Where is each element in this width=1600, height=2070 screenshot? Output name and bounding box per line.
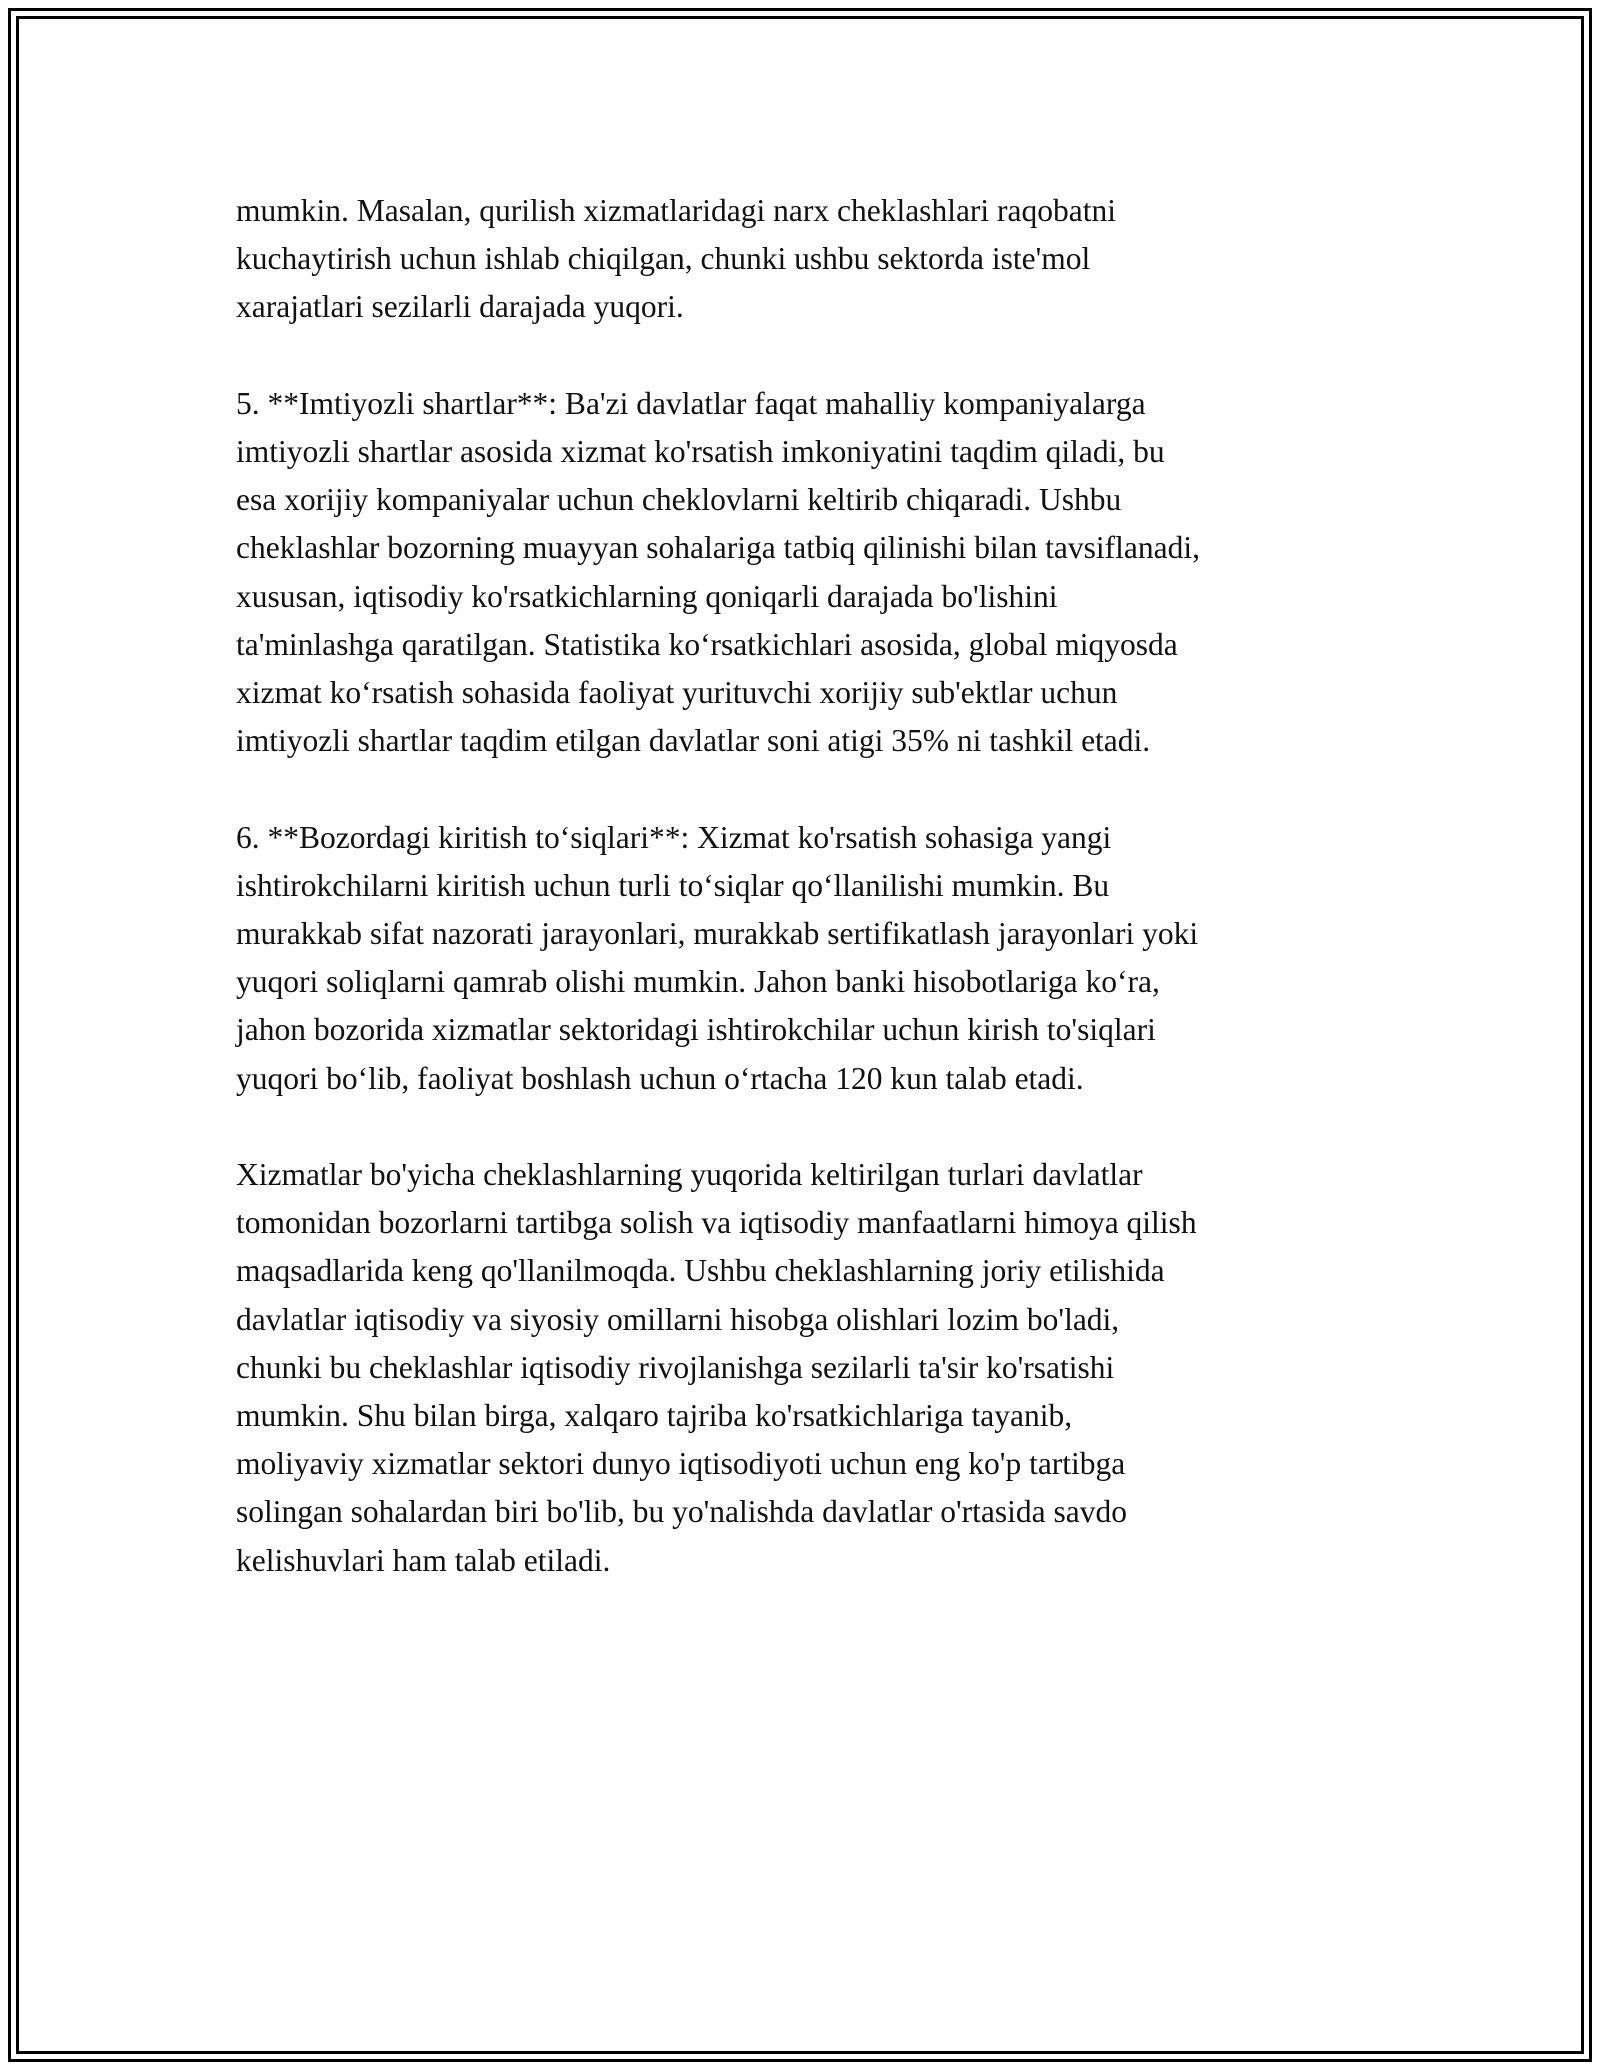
text-line: mumkin. Masalan, qurilish xizmatlaridagi narx cheklashlari raqobatni xyxy=(236,193,1117,228)
text-line: esa xorijiy kompaniyalar uchun cheklovlarni keltirib chiqaradi. Ushbu xyxy=(236,482,1122,518)
text-line: imtiyozli shartlar taqdim etilgan davlatlar soni atigi 35% ni tashkil etadi. xyxy=(236,723,1151,759)
text-line: solingan sohalardan biri bo'lib, bu yo'nalishda davlatlar o'rtasida savdo xyxy=(236,1494,1127,1530)
text-line: cheklashlar bozorning muayyan sohalariga tatbiq qilinishi bilan tavsiflanadi, xyxy=(236,530,1200,566)
text-line: ishtirokchilarni kiritish uchun turli to‘siqlar qo‘llanilishi mumkin. Bu xyxy=(236,867,1110,903)
paragraph-conclusion xyxy=(236,1151,1366,1585)
text-line: ta'minlashga qaratilgan. Statistika ko‘rsatkichlari asosida, global miqyosda xyxy=(236,626,1178,662)
text-line: jahon bozorida xizmatlar sektoridagi ishtirokchilar uchun kirish to'siqlari xyxy=(236,1012,1156,1048)
text-line: 5. **Imtiyozli shartlar**: Ba'zi davlatlar faqat mahalliy kompaniyalarga xyxy=(236,385,1146,421)
text-line: kelishuvlari ham talab etiladi. xyxy=(236,1542,611,1578)
text-line: moliyaviy xizmatlar sektori dunyo iqtisodiyoti uchun eng ko'p tartibga xyxy=(236,1446,1126,1482)
text-line: tomonidan bozorlarni tartibga solish va iqtisodiy manfaatlarni himoya qilish xyxy=(236,1205,1197,1241)
text-line: murakkab sifat nazorati jarayonlari, murakkab sertifikatlash jarayonlari yoki xyxy=(236,916,1199,952)
paragraph-price-restrictions xyxy=(236,187,1366,332)
text-line: chunki bu cheklashlar iqtisodiy rivojlanishga sezilarli ta'sir ko'rsatishi xyxy=(236,1349,1115,1385)
text-line: maqsadlarida keng qo'llanilmoqda. Ushbu cheklashlarning joriy etilishida xyxy=(236,1253,1165,1289)
text-line: yuqori bo‘lib, faoliyat boshlash uchun o‘rtacha 120 kun talab etadi. xyxy=(236,1060,1084,1096)
text-line: xizmat ko‘rsatish sohasida faoliyat yurituvchi xorijiy sub'ektlar uchun xyxy=(236,675,1118,711)
text-line: Xizmatlar bo'yicha cheklashlarning yuqorida keltirilgan turlari davlatlar xyxy=(236,1157,1143,1193)
text-line: kuchaytirish uchun ishlab chiqilgan, chunki ushbu sektorda iste'mol xyxy=(236,241,1091,277)
paragraph-market-entry-barriers xyxy=(236,814,1366,1103)
text-line: xarajatlari sezilarli darajada yuqori. xyxy=(236,289,684,325)
text-line: davlatlar iqtisodiy va siyosiy omillarni hisobga olishlari lozim bo'ladi, xyxy=(236,1301,1120,1337)
text-line: xususan, iqtisodiy ko'rsatkichlarning qoniqarli darajada bo'lishini xyxy=(236,578,1058,614)
text-line: 6. **Bozordagi kiritish to‘siqlari**: Xizmat ko'rsatish sohasiga yangi xyxy=(236,819,1112,855)
text-line: imtiyozli shartlar asosida xizmat ko'rsatish imkoniyatini taqdim qiladi, bu xyxy=(236,434,1165,469)
document-body xyxy=(236,187,1366,1633)
text-line: mumkin. Shu bilan birga, xalqaro tajriba ko'rsatkichlariga tayanib, xyxy=(236,1398,1073,1434)
text-line: yuqori soliqlarni qamrab olishi mumkin. Jahon banki hisobotlariga ko‘ra, xyxy=(236,964,1160,1000)
paragraph-preferential-conditions xyxy=(236,380,1366,766)
